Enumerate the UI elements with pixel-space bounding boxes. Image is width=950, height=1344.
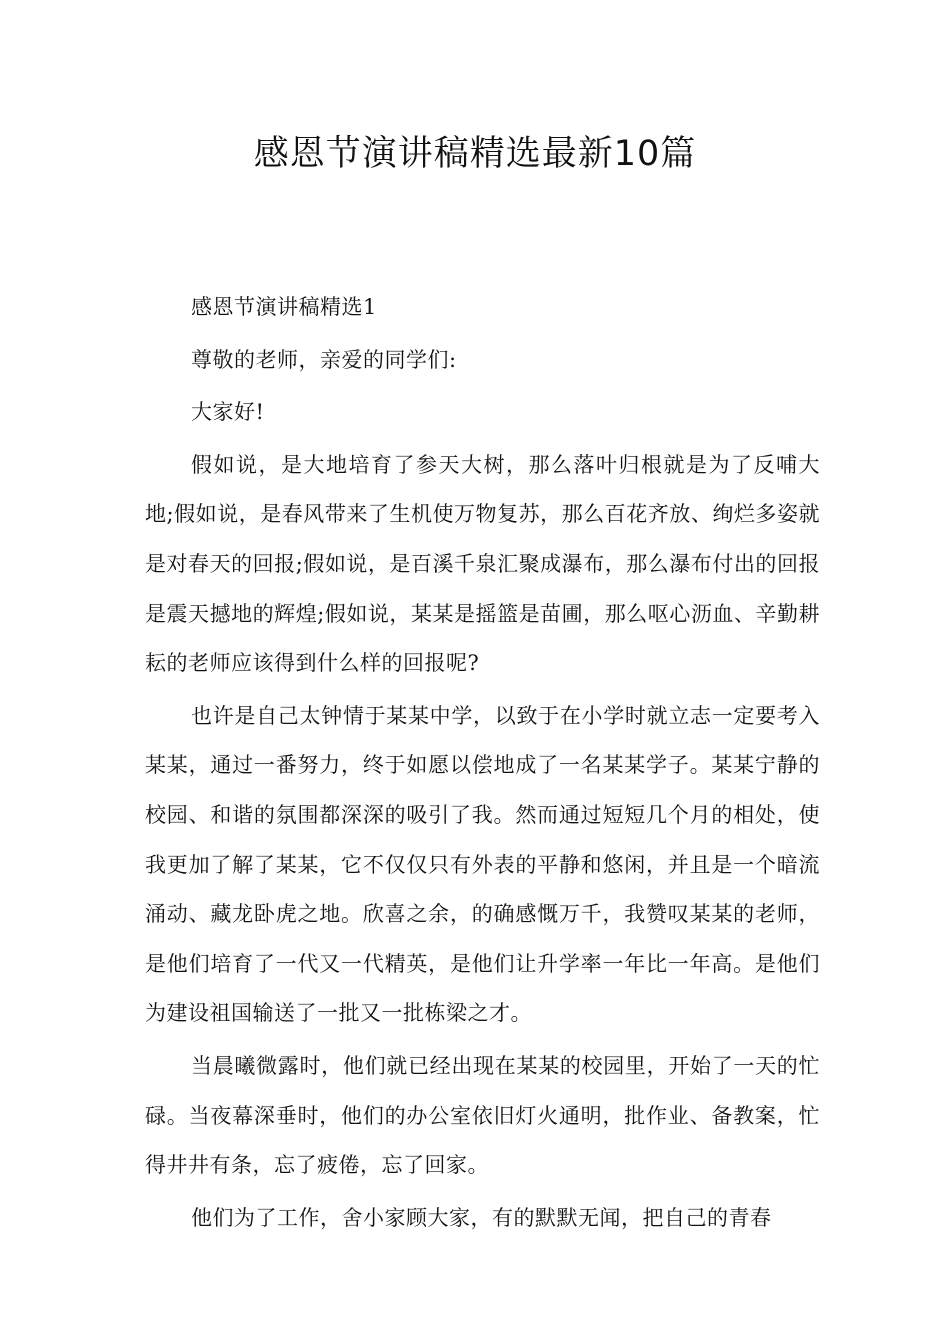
body-paragraph: 他们为了工作，舍小家顾大家，有的默默无闻，把自己的青春	[191, 1205, 772, 1230]
body-paragraph: 当晨曦微露时，他们就已经出现在某某的校园里，开始了一天的忙碌。当夜幕深垂时，他们的办公室依旧灯火通明，批作业、备教案，忙得井井有条，忘了疲倦，忘了回家。	[145, 1053, 820, 1178]
body-paragraph: 也许是自己太钟情于某某中学，以致于在小学时就立志一定要考入某某，通过一番努力，终于如愿以偿地成了一名某某学子。某某宁静的校园、和谐的氛围都深深的吸引了我。然而通过短短几个月的相处，使我更加了解了某某，它不仅仅只有外表的平静和悠闲，并且是一个暗流涌动、藏龙卧虎之地。欣喜之余，的确感慨万千，我赞叹某某的老师，是他们培育了一代又一代精英，是他们让升学率一年比一年高。是他们为建设祖国输送了一批又一批栋梁之才。	[145, 703, 820, 1026]
body-paragraph: 假如说，是大地培育了参天大树，那么落叶归根就是为了反哺大地;假如说，是春风带来了生机使万物复苏，那么百花齐放、绚烂多姿就是对春天的回报;假如说，是百溪千泉汇聚成瀑布，那么瀑布付出的回报是震天撼地的辉煌;假如说，某某是摇篮是苗圃，那么呕心沥血、辛勤耕耘的老师应该得到什么样的回报呢?	[145, 452, 820, 676]
document-body	[145, 283, 820, 1246]
salutation: 尊敬的老师，亲爱的同学们:	[191, 347, 457, 372]
section-heading: 感恩节演讲稿精选1	[191, 295, 377, 319]
document-title: 感恩节演讲稿精选最新10篇	[253, 134, 697, 174]
greeting: 大家好!	[191, 400, 265, 425]
